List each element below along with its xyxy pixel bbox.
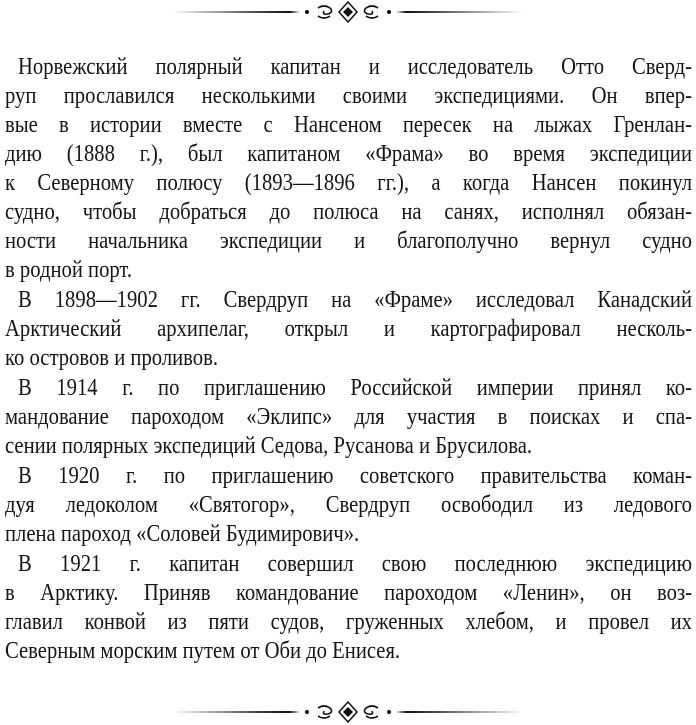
text-line-content: плена пароход «Соловей Будимирович». xyxy=(5,521,360,547)
text-line xyxy=(5,286,692,315)
text-line-content: Норвежский полярный капитан и исследователь Отто Сверд- xyxy=(18,54,692,80)
text-line xyxy=(5,550,692,579)
text-line-content: В 1920 г. по приглашению советского правительства коман- xyxy=(18,463,692,489)
text-line-content: вые в истории вместе с Нансеном пересек на лыжах Гренлан- xyxy=(5,112,693,138)
paragraph xyxy=(5,53,692,285)
top-ornament-divider xyxy=(0,0,696,24)
text-line-content: В 1921 г. капитан совершил свою последнюю экспедицию xyxy=(18,551,692,577)
text-line-content: мандование пароходом «Эклипс» для участия в поисках и спа- xyxy=(5,404,693,430)
ornament-icon xyxy=(173,702,523,722)
text-line xyxy=(5,111,692,140)
text-line xyxy=(5,637,692,666)
text-line-content: дуя ледоколом «Святогор», Свердруп освободил из ледового xyxy=(5,492,693,518)
paragraph xyxy=(5,286,692,373)
bottom-ornament-divider xyxy=(0,700,696,724)
text-line xyxy=(5,491,692,520)
text-line-content: в Арктику. Приняв командование пароходом «Ленин», он воз- xyxy=(5,580,693,606)
text-line xyxy=(5,579,692,608)
text-line xyxy=(5,520,692,549)
text-line xyxy=(5,256,692,285)
text-line xyxy=(5,344,692,373)
paragraph xyxy=(5,550,692,666)
text-line xyxy=(5,608,692,637)
text-line xyxy=(5,432,692,461)
text-line-content: дию (1888 г.), был капитаном «Фрама» во время экспедиции xyxy=(5,141,693,167)
text-line-content: в родной порт. xyxy=(5,257,133,283)
text-line-content: Северным морским путем от Оби до Енисея. xyxy=(5,638,401,664)
text-line-content: к Северному полюсу (1893—1896 гг.), а когда Нансен покинул xyxy=(5,170,692,196)
text-line xyxy=(5,403,692,432)
text-line-content: Арктический архипелаг, открыл и картографировал несколь- xyxy=(5,316,693,342)
text-line xyxy=(5,315,692,344)
text-line-content: главил конвой из пяти судов, груженных хлебом, и провел их xyxy=(5,609,692,635)
paragraph xyxy=(5,462,692,549)
paragraph xyxy=(5,374,692,461)
text-line xyxy=(5,82,692,111)
text-line-content: сении полярных экспедиций Седова, Русанова и Брусилова. xyxy=(5,433,533,459)
text-line-content: судно, чтобы добраться до полюса на санях, исполнял обязан- xyxy=(5,199,693,225)
text-line-content: В 1914 г. по приглашению Российской империи принял ко- xyxy=(18,375,692,401)
text-line-content: В 1898—1902 гг. Свердруп на «Фраме» исследовал Канадский xyxy=(18,287,692,313)
text-line-content: ности начальника экспедиции и благополучно вернул судно xyxy=(5,228,692,254)
text-line-content: руп прославился несколькими своими экспедициями. Он впер- xyxy=(5,83,693,109)
text-line xyxy=(5,140,692,169)
text-line xyxy=(5,462,692,491)
text-line xyxy=(5,53,692,82)
text-line xyxy=(5,198,692,227)
text-line xyxy=(5,374,692,403)
text-line xyxy=(5,169,692,198)
document-body xyxy=(5,53,692,667)
text-line-content: ко островов и проливов. xyxy=(5,345,218,371)
text-line xyxy=(5,227,692,256)
ornament-icon xyxy=(173,2,523,22)
